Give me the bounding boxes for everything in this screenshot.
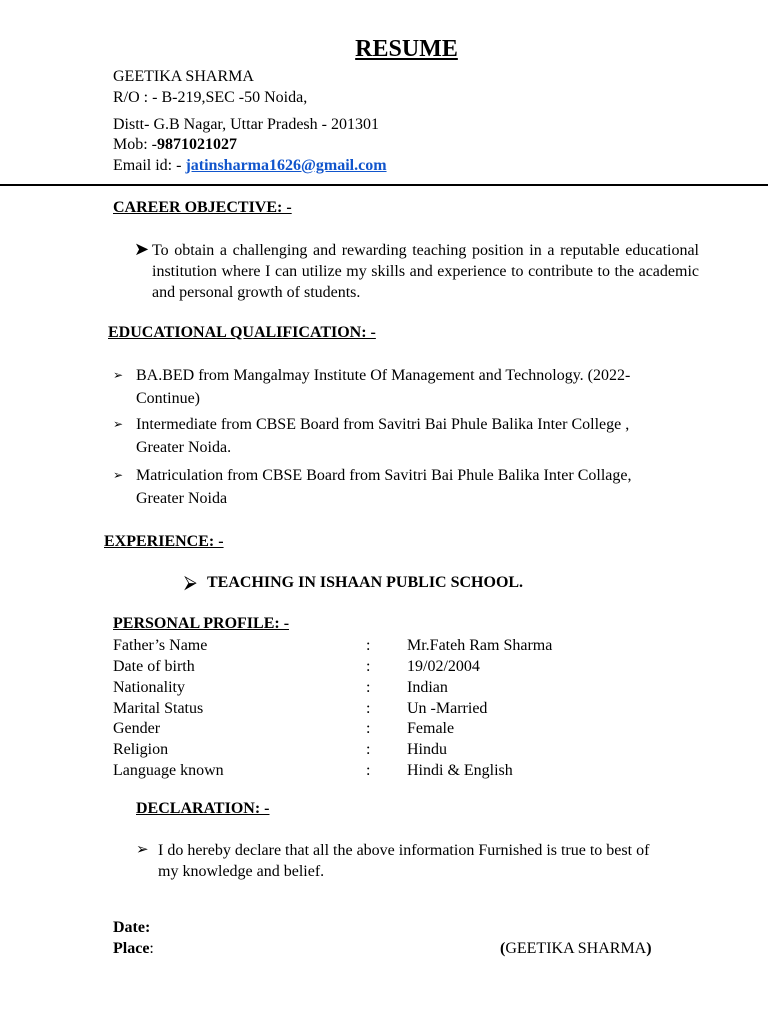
- arrow-bullet-icon: ⮚: [184, 572, 197, 592]
- profile-label: Gender: [113, 720, 161, 737]
- career-objective-text: To obtain a challenging and rewarding teaching position in a reputable educational institution where I can utilize my skills and experience to contribute to the academic and personal growth of students.: [152, 242, 699, 301]
- signature-name: GEETIKA SHARMA: [505, 940, 647, 957]
- arrow-bullet-icon: ➤: [134, 239, 150, 259]
- address-line-1: R/O : - B-219,SEC -50 Noida,: [113, 89, 308, 106]
- place-label: Place: [113, 940, 150, 957]
- profile-value: Mr.Fateh Ram Sharma: [407, 637, 553, 654]
- mobile-label: Mob: -: [113, 136, 157, 153]
- arrow-bullet-icon: ➢: [113, 368, 124, 382]
- profile-value: Indian: [407, 679, 448, 696]
- profile-separator: :: [366, 679, 371, 696]
- profile-separator: :: [366, 658, 371, 675]
- education-item: [136, 364, 630, 410]
- education-item: [136, 413, 629, 459]
- education-item: [136, 464, 631, 510]
- education-item-line: Greater Noida.: [136, 439, 232, 456]
- education-item-line: BA.BED from Mangalmay Institute Of Management and Technology. (2022-: [136, 367, 631, 384]
- place-colon: :: [149, 940, 154, 957]
- resume-title: RESUME: [355, 36, 458, 62]
- profile-label: Marital Status: [113, 700, 204, 717]
- profile-row: [113, 636, 713, 656]
- email-label: Email id: -: [113, 157, 186, 174]
- profile-value: Un -Married: [407, 700, 488, 717]
- date-label: Date:: [113, 919, 151, 936]
- header-divider: [0, 184, 768, 186]
- education-item-line: Greater Noida: [136, 490, 228, 507]
- profile-label: Language known: [113, 762, 224, 779]
- signature: [500, 940, 652, 958]
- profile-value: Hindi & English: [407, 762, 513, 779]
- profile-separator: :: [366, 720, 371, 737]
- education-item-line: Intermediate from CBSE Board from Savitri Bai Phule Balika Inter College ,: [136, 416, 630, 433]
- profile-separator: :: [366, 637, 371, 654]
- profile-value: Hindu: [407, 741, 447, 758]
- profile-value: 19/02/2004: [407, 658, 480, 675]
- profile-separator: :: [366, 762, 371, 779]
- email-line: [113, 157, 387, 175]
- profile-row: [113, 719, 713, 739]
- education-item-line: Matriculation from CBSE Board from Savitri Bai Phule Balika Inter Collage,: [136, 467, 632, 484]
- arrow-bullet-icon: ➢: [113, 468, 124, 482]
- personal-profile-heading: PERSONAL PROFILE: -: [113, 615, 290, 632]
- experience-heading: EXPERIENCE: -: [104, 533, 224, 550]
- profile-value: Female: [407, 720, 455, 737]
- profile-label: Religion: [113, 741, 169, 758]
- profile-row: [113, 699, 713, 719]
- profile-row: [113, 678, 713, 698]
- place-line: [113, 940, 154, 958]
- declaration-line: my knowledge and belief.: [158, 863, 325, 880]
- address-line-2: Distt- G.B Nagar, Uttar Pradesh - 201301: [113, 116, 379, 133]
- mobile-line: [113, 136, 237, 154]
- profile-row: [113, 740, 713, 760]
- education-item-line: Continue): [136, 390, 200, 407]
- declaration-line: I do hereby declare that all the above information Furnished is true to best of: [158, 842, 650, 859]
- profile-label: Father’s Name: [113, 637, 208, 654]
- profile-row: [113, 761, 713, 781]
- experience-item: TEACHING IN ISHAAN PUBLIC SCHOOL.: [207, 574, 524, 591]
- declaration-heading: DECLARATION: -: [136, 800, 270, 817]
- profile-separator: :: [366, 741, 371, 758]
- signature-close-paren: ): [646, 940, 652, 957]
- declaration-text: [158, 840, 649, 882]
- profile-label: Nationality: [113, 679, 185, 696]
- arrow-bullet-icon: ➢: [136, 842, 149, 858]
- career-objective-heading: CAREER OBJECTIVE: -: [113, 199, 292, 216]
- mobile-number: 9871021027: [157, 136, 237, 153]
- education-heading: EDUCATIONAL QUALIFICATION: -: [108, 324, 376, 341]
- profile-label: Date of birth: [113, 658, 195, 675]
- signature-open-paren: (: [500, 940, 506, 957]
- email-link[interactable]: jatinsharma1626@gmail.com: [185, 157, 387, 174]
- applicant-name: GEETIKA SHARMA: [113, 68, 254, 85]
- arrow-bullet-icon: ➢: [113, 417, 124, 431]
- profile-row: [113, 657, 713, 677]
- profile-separator: :: [366, 700, 371, 717]
